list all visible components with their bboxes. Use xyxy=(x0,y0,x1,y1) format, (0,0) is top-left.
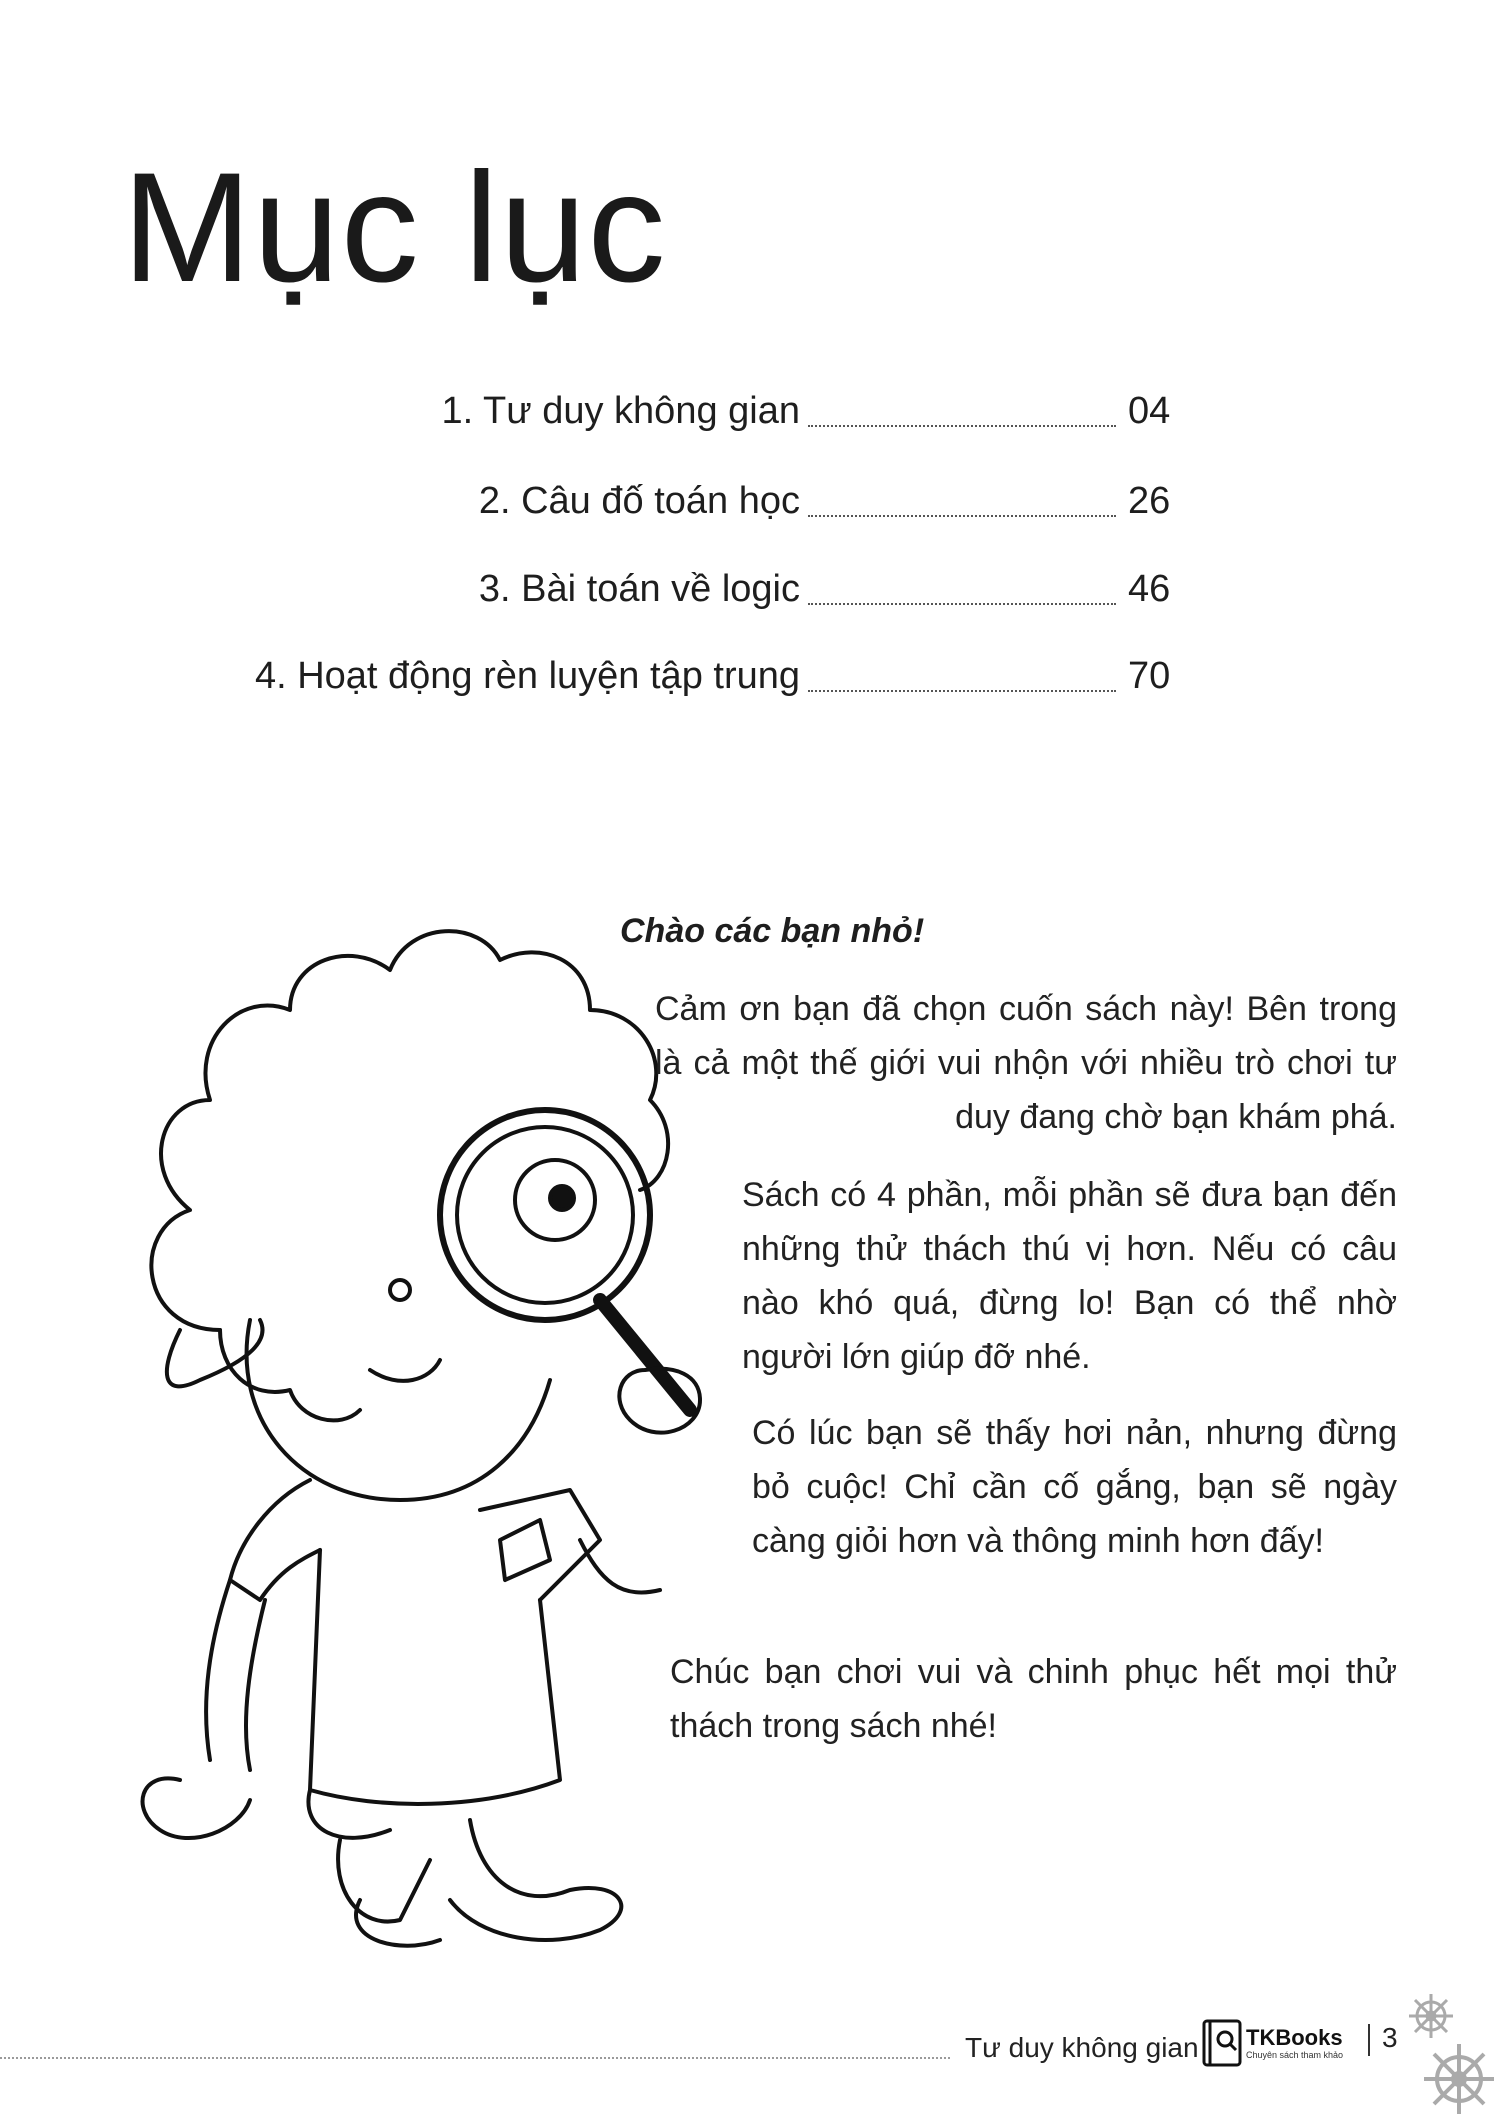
toc-item[interactable] xyxy=(0,563,1512,623)
toc-item-label: 2. Câu đố toán học xyxy=(478,480,800,522)
intro-paragraph: Có lúc bạn sẽ thấy hơi nản, nhưng đừng bỏ cuộc! Chỉ cần cố gắng, bạn sẽ ngày càng giỏi hơn và thông minh hơn đấy! xyxy=(752,1414,1397,1560)
page-title: Mục lục xyxy=(122,141,667,315)
footer-dotted-rule xyxy=(0,2057,950,2059)
toc-item[interactable] xyxy=(0,475,1512,535)
greeting-heading: Chào các bạn nhỏ! xyxy=(620,912,925,950)
toc-item[interactable] xyxy=(0,650,1512,710)
toc-item[interactable] xyxy=(0,385,1512,445)
toc-item-page: 04 xyxy=(1128,390,1171,432)
toc-dot-leader xyxy=(808,515,1116,517)
toc-item-label: 1. Tư duy không gian xyxy=(441,390,800,432)
ship-wheel-icon xyxy=(1405,1990,1457,2042)
toc-item-page: 46 xyxy=(1128,568,1171,610)
intro-paragraph: Sách có 4 phần, mỗi phần sẽ đưa bạn đến những thử thách thú vị hơn. Nếu có câu nào khó quá, đừng lo! Bạn có thể nhờ người lớn giúp đỡ nhé. xyxy=(742,1176,1397,1376)
toc-dot-leader xyxy=(808,425,1116,427)
footer-separator xyxy=(1368,2024,1370,2056)
toc-dot-leader xyxy=(808,690,1116,692)
toc-item-label: 4. Hoạt động rèn luyện tập trung xyxy=(254,655,800,697)
intro-paragraph: Chúc bạn chơi vui và chinh phục hết mọi thử thách trong sách nhé! xyxy=(670,1653,1397,1745)
toc-item-label: 3. Bài toán về logic xyxy=(478,568,800,610)
toc-item-page: 26 xyxy=(1128,480,1171,522)
brand-tagline: Chuyên sách tham khảo xyxy=(1246,2050,1344,2060)
page-number: 3 xyxy=(1382,2022,1398,2053)
sheep-mascot-illustration xyxy=(100,900,740,1960)
ship-wheel-icon xyxy=(1420,2040,1498,2118)
toc-item-page: 70 xyxy=(1128,655,1171,697)
intro-paragraph: Cảm ơn bạn đã chọn cuốn sách này! Bên trong là cả một thế giới vui nhộn với nhiều trò chơi tư duy đang chờ bạn khám phá. xyxy=(655,990,1397,1136)
footer-book-title: Tư duy không gian xyxy=(965,2032,1199,2063)
brand-name: TKBooks xyxy=(1246,2025,1343,2050)
toc-dot-leader xyxy=(808,603,1116,605)
